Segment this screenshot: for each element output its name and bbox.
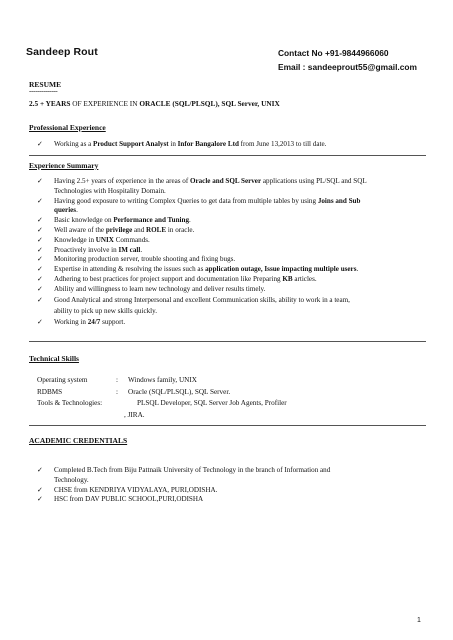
list-item: ✓ HSC from DAV PUBLIC SCHOOL,PURI,ODISHA	[37, 495, 204, 504]
technical-skills-table	[37, 375, 287, 421]
check-icon: ✓	[37, 216, 43, 225]
check-icon: ✓	[37, 317, 43, 326]
resume-title: RESUME	[29, 80, 62, 89]
skill-row: Tools & Technologies: PLSQL Developer, SQL Server Job Agents, Profiler	[37, 399, 287, 408]
list-item: ✓ Working as a Product Support Analyst in Infor Bangalore Ltd from June 13,2013 to till date.	[37, 140, 327, 148]
check-icon: ✓	[37, 295, 43, 304]
contact-block	[278, 46, 417, 74]
divider	[29, 425, 426, 426]
list-item: ✓ Working in 24/7 support.	[37, 317, 126, 326]
summary-years: 2.5 + YEARS	[29, 99, 73, 108]
list-item: ✓ Well aware of the privilege and ROLE in oracle.	[37, 225, 195, 234]
check-icon: ✓	[37, 284, 43, 293]
academic-credentials-heading: ACADEMIC CREDENTIALS	[29, 436, 128, 445]
divider	[29, 155, 426, 156]
academic-list	[37, 466, 330, 505]
check-icon: ✓	[37, 235, 43, 244]
skill-row-continuation: , JIRA.	[124, 410, 145, 419]
list-item: ✓ CHSE from KENDRIYA VIDYALAYA, PURI,ODISHA.	[37, 485, 218, 494]
skill-row: Operating system : Windows family, UNIX	[37, 376, 197, 384]
list-item: ✓ Adhering to best practices for project support and documentation like Preparing KB articles.	[37, 274, 317, 283]
check-icon: ✓	[37, 495, 43, 504]
professional-experience-list	[37, 140, 326, 150]
experience-summary-list	[37, 177, 367, 327]
contact-email: Email : sandeeprout55@gmail.com	[278, 62, 417, 72]
summary-skills: ORACLE (SQL/PLSQL), SQL Server, UNIX	[139, 99, 280, 108]
check-icon: ✓	[37, 196, 43, 205]
check-icon: ✓	[37, 140, 43, 148]
candidate-name: Sandeep Rout	[26, 46, 98, 58]
resume-underline: --------------	[29, 87, 58, 95]
check-icon: ✓	[37, 255, 43, 264]
professional-experience-heading: Professional Experience	[29, 123, 106, 132]
list-item: ✓ Having 2.5+ years of experience in the areas of Oracle and SQL Server applications using PL/SQL and SQL Technologies with Hospitality Domain.	[37, 177, 367, 195]
technical-skills-heading: Technical Skills	[29, 354, 79, 363]
check-icon: ✓	[37, 225, 43, 234]
list-item: ✓ Basic knowledge on Performance and Tuning.	[37, 216, 191, 225]
list-item: ✓ Monitoring production server, trouble shooting and fixing bugs.	[37, 255, 236, 264]
list-item: ✓ Knowledge in UNIX Commands.	[37, 235, 150, 244]
check-icon: ✓	[37, 485, 43, 494]
check-icon: ✓	[37, 466, 43, 474]
check-icon: ✓	[37, 177, 43, 185]
page-number: 1	[417, 617, 421, 624]
check-icon: ✓	[37, 265, 43, 274]
resume-summary	[29, 99, 280, 108]
check-icon: ✓	[37, 245, 43, 254]
list-item: ✓ Expertise in attending & resolving the issues such as application outage, Issue impacting multiple users.	[37, 265, 359, 274]
list-item: ✓ Proactively involve in IM call.	[37, 245, 143, 254]
check-icon: ✓	[37, 274, 43, 283]
contact-number: Contact No +91-9844966060	[278, 48, 389, 58]
divider	[29, 341, 426, 342]
list-item: ✓ Having good exposure to writing Complex Queries to get data from multiple tables by using Joins and Sub queries.	[37, 196, 361, 215]
list-item: ✓ Good Analytical and strong Interpersonal and excellent Communication skills, ability to work in a team, ability to pick up new skills quickly.	[37, 295, 350, 316]
summary-text: OF EXPERIENCE IN	[72, 99, 140, 108]
list-item: ✓ Completed B.Tech from Biju Pattnaik University of Technology in the branch of Information and Technology.	[37, 466, 331, 484]
experience-summary-heading: Experience Summary	[29, 161, 99, 170]
list-item: ✓ Ability and willingness to learn new technology and deliver results timely.	[37, 284, 266, 293]
skill-row: RDBMS : Oracle (SQL/PLSQL), SQL Server.	[37, 387, 231, 396]
